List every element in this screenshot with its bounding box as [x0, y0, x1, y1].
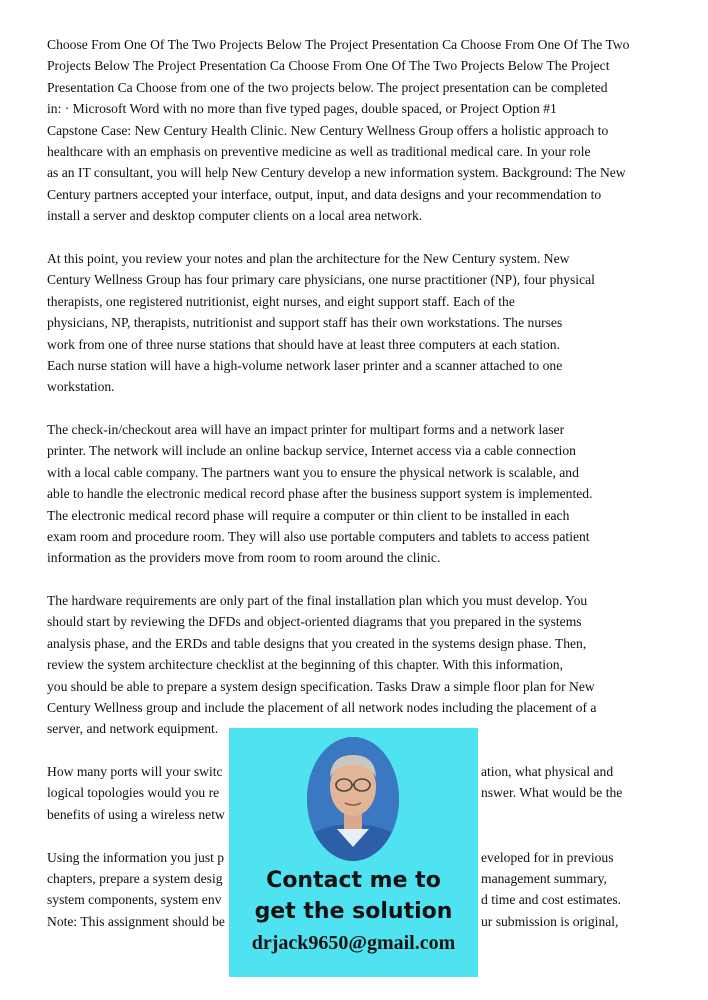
- text-line: Capstone Case: New Century Health Clinic. New Century Wellness Group offers a holistic approach to: [47, 122, 609, 138]
- text-line: At this point, you review your notes and plan the architecture for the New Century system. New: [47, 251, 570, 266]
- text-line: with a local cable company. The partners want you to ensure the physical network is scalable, and: [47, 464, 579, 480]
- text-line: as an IT consultant, you will help New Century develop a new information system. Background: The New: [47, 165, 626, 181]
- text-line: nswer. What would be the: [481, 785, 623, 801]
- text-line: The hardware requirements are only part of the final installation plan which you must develop. You: [47, 593, 588, 608]
- ad-headline-line2: get the solution: [254, 899, 453, 924]
- text-line: Each nurse station will have a high-volume network laser printer and a scanner attached to one: [47, 358, 563, 373]
- text-line: logical topologies would you re: [47, 785, 220, 801]
- text-line: review the system architecture checklist at the beginning of this chapter. With this information,: [47, 657, 563, 673]
- text-line: Century Wellness group and include the placement of all network nodes including the placement of a: [47, 700, 597, 715]
- text-line: work from one of three nurse stations that should have at least three computers at each station.: [47, 336, 561, 352]
- text-line: able to handle the electronic medical record phase after the business support system is implemented.: [47, 486, 593, 502]
- text-line: How many ports will your switc: [47, 764, 223, 779]
- text-line: ur submission is original,: [481, 913, 619, 929]
- text-line: Using the information you just p: [47, 849, 225, 865]
- text-line: analysis phase, and the ERDs and table designs that you created in the systems design phase. Then,: [47, 635, 587, 651]
- text-line: The check-in/checkout area will have an impact printer for multipart forms and a network laser: [47, 422, 565, 437]
- text-line: therapists, one registered nutritionist, eight nurses, and eight support staff. Each of the: [47, 293, 515, 309]
- contact-email[interactable]: drjack9650@gmail.com: [251, 932, 456, 954]
- text-line: exam room and procedure room. They will also use portable computers and tablets to access patient: [47, 529, 590, 544]
- text-line: d time and cost estimates.: [481, 892, 622, 908]
- text-line: The electronic medical record phase will require a computer or thin client to be installed in each: [47, 507, 570, 523]
- person-photo: [307, 737, 399, 861]
- text-line: Century Wellness Group has four primary care physicians, one nurse practitioner (NP), four physical: [47, 272, 595, 288]
- text-line: printer. The network will include an online backup service, Internet access via a cable connection: [47, 443, 576, 459]
- contact-ad-overlay[interactable]: [229, 728, 478, 977]
- text-line: chapters, prepare a system desig: [47, 871, 223, 886]
- text-line: healthcare with an emphasis on preventive medicine as well as traditional medical care. In your role: [47, 144, 591, 159]
- text-line: system components, system env: [47, 892, 222, 908]
- text-line: ation, what physical and: [481, 764, 614, 779]
- text-line: Projects Below The Project Presentation Ca Choose From One Of The Two Projects Below The Project: [47, 58, 610, 74]
- text-line: Note: This assignment should be: [47, 913, 225, 929]
- person-portrait-icon: [307, 737, 399, 861]
- text-line: eveloped for in previous: [481, 849, 614, 865]
- text-line: Choose From One Of The Two Projects Below The Project Presentation Ca Choose From One Of The Two: [47, 37, 630, 52]
- ad-headline-line1: Contact me to: [266, 868, 441, 893]
- text-line: install a server and desktop computer clients on a local area network.: [47, 208, 423, 224]
- text-line: server, and network equipment.: [47, 721, 219, 737]
- text-line: physicians, NP, therapists, nutritionist and support staff has their own workstations. The nurses: [47, 315, 563, 331]
- text-line: management summary,: [481, 871, 607, 886]
- text-line: you should be able to prepare a system design specification. Tasks Draw a simple floor plan for New: [47, 678, 595, 694]
- text-line: in: · Microsoft Word with no more than five typed pages, double spaced, or Project Option #1: [47, 101, 557, 117]
- text-line: benefits of using a wireless netw: [47, 806, 225, 822]
- text-line: should start by reviewing the DFDs and object-oriented diagrams that you prepared in the systems: [47, 614, 582, 630]
- text-line: information as the providers move from room to room around the clinic.: [47, 550, 441, 566]
- text-line: workstation.: [47, 379, 115, 395]
- text-line: Century partners accepted your interface, output, input, and data designs and your recommendation to: [47, 186, 602, 202]
- text-line: Presentation Ca Choose from one of the two projects below. The project presentation can be completed: [47, 79, 608, 95]
